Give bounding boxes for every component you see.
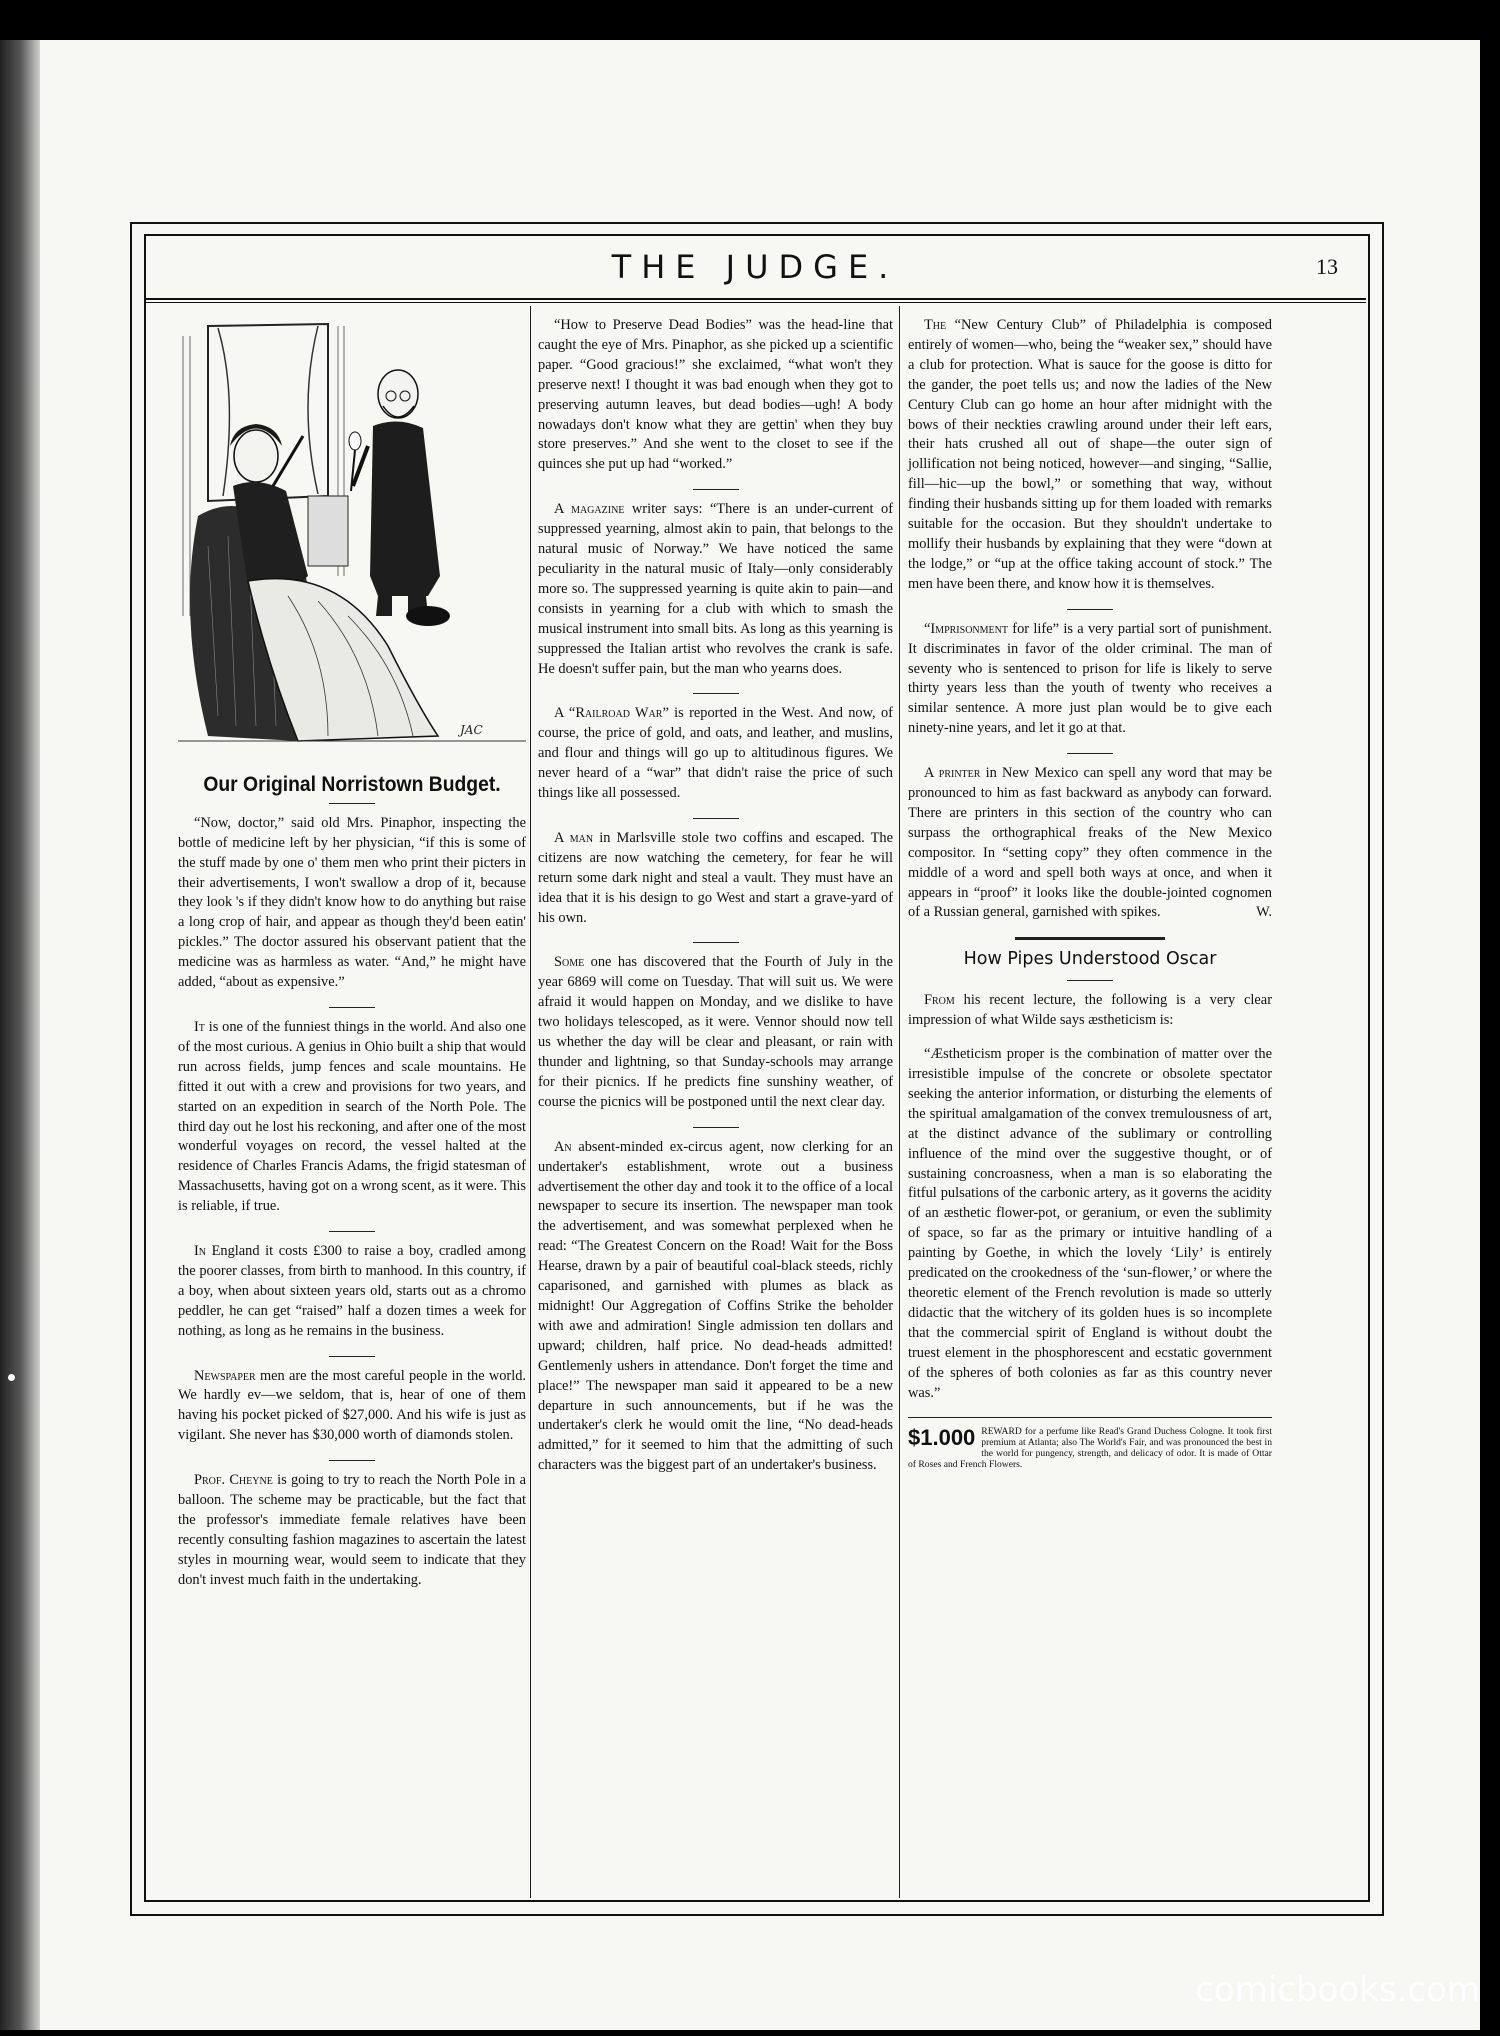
paragraph [178, 1471, 526, 1590]
paragraph: “Æstheticism proper is the combination of matter over the irresistible impulse of the concrete or obsolete spectator seeking the anterior information, or disturbing the elements of the spiritual amalgamation of the convex tremulousness of art, at the distinct advance of the sublimary or controlling influence of the mind over the suggestive thought, or of sustaining concroasness, when a man is so elaborating the fitful pulsations of the carbonic artery, as it governs the acidity of an æsthetic flower-pot, or geranium, or even the sublimity of space, so far as the primary or intuitive handling of a painting by Goethe, in which the lovely ‘Lily’ is entirely predicated on the crookedness of the ‘sun-flower,’ or where the theoretic element of the French revolution is made so utterly didactic that the witchery of its golden hues is so incomplete that the commercial spirit of England is without doubt the truest element in the phosphorescent and ecstatic government of the spheres of both colonies as far as this country never was.” [908, 1046, 1272, 1401]
paragraph-body: for life” is a very partial sort of punishment. It discriminates in favor of the older criminal. The man of seventy who is sentenced to prison for life is likely to serve thirty years less than the youth of twenty who receives a similar sentence. A more just plan would be to give each ninety-nine years, and let it go at that. [908, 620, 1272, 737]
author-initial: W. [1256, 904, 1272, 921]
paragraph-body: is one of the funniest things in the world. And also one of the most curious. A genius in Ohio built a ship that would run across fields, jump fences and scale mountains. He fitted it out with a crew and provisions for two years, and started on an expedition in search of the North Pole. The third day out he lost his reckoning, and after one of the most wonderful voyages on record, the vessel halted at the residence of Charles Francis Adams, the frigid statesman of Massachusetts, having got on a wrong scent, as it were. This is reliable, if true. [178, 1018, 526, 1215]
lead-word: A magazine [554, 501, 625, 518]
paragraph-body: in New Mexico can spell any word that may be pronounced to him as fast backward as anybody can forward. There are printers in this section of the country who can surpass the orthographical freaks of the New Mexico compositor. In “setting copy” they often commence in the middle of a word and spell both ways at once, and when it appears in “proof” it looks like the double-jointed cognomen of a Russian general, garnished with spikes. [908, 765, 1272, 921]
paragraph [538, 500, 893, 679]
paragraph-body: in Marlsville stole two coffins and escaped. The citizens are now watching the cemetery, for fear he will return some dark night and steal a vault. They must have an idea that it is his design to go West and start a grave-yard of his own. [538, 829, 894, 926]
paragraph-body: England it costs £300 to raise a boy, cradled among the poorer classes, from birth to manhood. In this country, if a boy, when about sixteen years old, starts out as a chromo peddler, he can get “raised” half a dozen times a week for nothing, as long as he remains in the business. [178, 1243, 526, 1339]
paragraph [538, 704, 893, 804]
separator [329, 1356, 375, 1357]
lead-word: Newspaper [194, 1367, 256, 1384]
paragraph-body: is reported in the West. And now, of course, the price of gold, and oats, and leather, and muslins, and flour and things will go up to altitudinous figures. We never heard of a “war” that didn't raise the price of such things like all possessed. [538, 705, 893, 802]
lead-word: A “Railroad War” [554, 705, 669, 722]
separator [329, 803, 375, 804]
lead-word: The [924, 317, 947, 333]
watermark: comicbooks.com [1195, 1970, 1480, 2010]
paragraph-body: is going to try to reach the North Pole in a balloon. The scheme may be practicable, but the fact that the professor's immediate female relatives have been recently consulting fashion magazines to ascertain the latest styles in mourning wear, would seem to indicate that they don't invest much faith in the undertaking. [178, 1472, 526, 1588]
lead-word: A printer [924, 765, 981, 782]
separator [1067, 980, 1113, 981]
reward-text: REWARD for a perfume like Read's Grand Duchess Cologne. It took first premium at Atlanta; also The World's Fair, and was pronounced the best in the world for pungency, strength, and delicacy of odor. It is made of Ottar of Roses and French Flowers. [908, 1426, 1272, 1471]
lead-word: Prof. Cheyne [194, 1472, 273, 1489]
paragraph [178, 1367, 526, 1447]
paragraph-body: writer says: “There is an under-current of suppressed yearning, almost akin to pain, that belongs to the natural music of Norway.” We have noticed the same peculiarity in the natural music of Italy—only considerably more so. The suppressed yearning is quite akin to pain—and consists in yearning for a club with which to smash the musical instrument into small bits. As long as this yearning is suppressed the Italian artist who revolves the crank is safe. He doesn't suffer pain, but the man who yearns does. [538, 501, 893, 677]
separator [693, 693, 739, 694]
paragraph [908, 764, 1272, 923]
paragraph-body: his recent lecture, the following is a very clear impression of what Wilde says æstheticism is: [908, 992, 1272, 1029]
lead-word: A man [554, 829, 594, 846]
artist-signature: JAC [460, 723, 483, 737]
lead-word: Some [554, 954, 585, 971]
separator [693, 489, 739, 490]
column-2 [538, 316, 893, 1490]
magazine-title: THE JUDGE. [611, 248, 899, 286]
separator [693, 1127, 739, 1128]
paragraph: “Now, doctor,” said old Mrs. Pinaphor, inspecting the bottle of medicine left by her physician, “if this is some of the stuff made by one o' them men who print their picters in their advertisements, I won't swallow a drop of it, because they look 's if they didn't know how to do anything but raise a long crop of hair, and appear as though they'd been eatin' pickles.” The doctor assured his observant patient that the medicine was as harmless as water. “And,” he might have added, “about as expensive.” [178, 814, 526, 991]
column-3 [908, 316, 1272, 1470]
paragraph [538, 829, 893, 929]
column-rule-1 [530, 306, 531, 1898]
section-rule [1015, 937, 1165, 940]
separator [1067, 753, 1113, 754]
paragraph-body: one has discovered that the Fourth of July in the year 6869 will come on Tuesday. That will suit us. We were afraid it would happen on Monday, and we dislike to have two holidays telescoped, as it were. Vennor should now tell us whether the day will be clear and pleasant, or rain with thunder and lightning, so that Sunday-schools may arrange for their picnics. If he predicts fine sunshiny weather, of course the picnics will be postponed until the next clear day. [538, 954, 893, 1110]
paragraph [178, 1242, 526, 1342]
separator [329, 1460, 375, 1461]
cartoon-illustration [178, 316, 526, 756]
section-heading: How Pipes Understood Oscar [963, 949, 1217, 970]
lead-word: In [194, 1243, 207, 1260]
paragraph: “How to Preserve Dead Bodies” was the head-line that caught the eye of Mrs. Pinaphor, as she picked up a scientific paper. “Good gracious!” she exclaimed, “what won't they preserve next! I thought it was bad enough when they got to preserving autumn leaves, but dead bodies—ugh! A body nowadays don't know what they are gettin' when they buy store preserves.” And she went to the closet to see if the quinces she put up had “worked.” [538, 317, 893, 473]
paragraph [538, 953, 893, 1112]
paragraph [908, 991, 1272, 1031]
lead-word: An [554, 1138, 572, 1155]
paragraph-body: men are the most careful people in the world. We hardly ev—we seldom, that is, hear of one of them having his pocket picked of $27,000. And his wife is just as vigilant. She never has $30,000 worth of diamonds stolen. [178, 1367, 526, 1444]
page-number: 13 [1316, 254, 1338, 279]
column-1 [178, 316, 526, 1605]
masthead-rule-thin [144, 302, 1366, 303]
scan-dot [8, 1374, 15, 1381]
masthead-rule [144, 298, 1366, 300]
separator [693, 942, 739, 943]
illustration-caption: Our Original Norristown Budget. [203, 772, 501, 796]
separator [329, 1007, 375, 1008]
separator [329, 1231, 375, 1232]
lead-word: From [924, 992, 955, 1009]
paragraph-body: “New Century Club” of Philadelphia is composed entirely of women—who, being the “weaker sex,” should have a club for protection. What is sauce for the goose is ditto for the gander, the poet tells us; and now the ladies of the New Century Club can go home an hour after midnight with the bows of their neckties crawling around under their left ears, their hats crushed all out of shape—the outer sign of jollification not being noticed, however—and singing, “Sallie, fill—hic—up the bowl,” or something that way, without finding their husbands sitting up for them loaded with remarks suitable for the occasion. But they shouldn't undertake to mollify their husbands by explaining that they were “down at the lodge,” or “up at the office taking account of stock.” The men have been there, and know how it is themselves. [908, 317, 1272, 592]
paragraph-body: absent-minded ex-circus agent, now clerking for an undertaker's establishment, wrote out a business advertisement the other day and took it to the office of a local newspaper to secure its insertion. The newspaper man took the advertisement, and was somewhat perplexed when he read: “The Greatest Concern on the Road! Wait for the Boss Hearse, drawn by a pair of beautiful coal-black steeds, richly caparisoned, and garnished with plumes as black as midnight! Our Aggregation of Coffins Strike the beholder with awe and admiration! Single admission ten dollars and upward; children, half price. No dead-heads admitted! Gentlemenly ushers in attendance. Don't forget the time and place!” The newspaper man said it appeared to be a new departure in such announcements, but if he was the undertaker's clerk he would omit the line, “No dead-heads admitted,” for it seemed to him that the admitting of such characters was the biggest part of an undertaker's business. [538, 1138, 893, 1474]
paragraph [908, 620, 1272, 739]
paragraph [538, 1138, 893, 1476]
masthead [144, 244, 1366, 294]
lead-word: It [194, 1018, 205, 1035]
reward-advertisement [908, 1417, 1272, 1470]
paragraph [178, 1018, 526, 1217]
column-rule-2 [899, 306, 900, 1898]
lead-word: “Imprisonment [924, 620, 1008, 637]
separator [1067, 609, 1113, 610]
paragraph [908, 316, 1272, 595]
separator [693, 818, 739, 819]
reward-amount: $1.000 [908, 1425, 976, 1451]
